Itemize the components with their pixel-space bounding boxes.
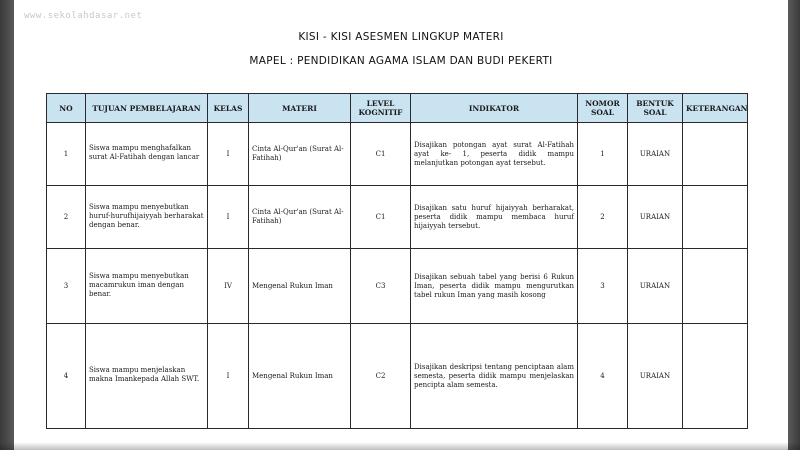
cell-level: C1 (351, 186, 411, 249)
table-row (47, 123, 748, 186)
cell-tujuan-text: Siswa mampu menjelaskan makna Imankepada Allah SWT. (89, 366, 200, 383)
cell-nomor: 4 (578, 324, 628, 429)
cell-tujuan (86, 324, 208, 429)
cell-kelas: I (208, 186, 249, 249)
cell-no: 1 (47, 123, 86, 186)
viewer-bottom-edge (0, 442, 800, 450)
cell-materi: Mengenal Rukun Iman (249, 249, 351, 324)
cell-indikator: Disajikan deskripsi tentang penciptaan alam semesta, peserta didik mampu menjelaskan pencipta alam semesta. (411, 324, 578, 429)
cell-level: C2 (351, 324, 411, 429)
cell-no: 3 (47, 249, 86, 324)
cell-tujuan (86, 249, 208, 324)
header-nomor: NOMOR SOAL (578, 94, 628, 123)
cell-bentuk: URAIAN (628, 324, 683, 429)
cell-keterangan (683, 123, 748, 186)
cell-tujuan (86, 186, 208, 249)
header-level: LEVEL KOGNITIF (351, 94, 411, 123)
header-no: NO (47, 94, 86, 123)
cell-level: C1 (351, 123, 411, 186)
table-row (47, 186, 748, 249)
cell-kelas: I (208, 123, 249, 186)
header-keterangan: KETERANGAN (683, 94, 748, 123)
header-kelas: KELAS (208, 94, 249, 123)
cell-tujuan-text: Siswa mampu menyebutkan macamrukun iman dengan benar. (89, 271, 189, 298)
cell-level: C3 (351, 249, 411, 324)
cell-materi: Cinta Al-Qur'an (Surat Al-Fatihah) (249, 186, 351, 249)
header-tujuan: TUJUAN PEMBELAJARAN (86, 94, 208, 123)
table-row (47, 324, 748, 429)
cell-kelas: I (208, 324, 249, 429)
cell-no: 4 (47, 324, 86, 429)
cell-kelas: IV (208, 249, 249, 324)
cell-indikator: Disajikan sebuah tabel yang berisi 6 Rukun Iman, peserta didik mampu mengurutkan tabel rukun Iman yang masih kosong (411, 249, 578, 324)
cell-materi: Mengenal Rukun Iman (249, 324, 351, 429)
cell-nomor: 3 (578, 249, 628, 324)
table-header-row (47, 94, 748, 123)
cell-bentuk: URAIAN (628, 186, 683, 249)
cell-bentuk: URAIAN (628, 249, 683, 324)
cell-indikator: Disajikan satu huruf hijaiyyah berharakat, peserta didik mampu membaca huruf hijaiyyah tersebut. (411, 186, 578, 249)
header-materi: MATERI (249, 94, 351, 123)
cell-nomor: 1 (578, 123, 628, 186)
cell-nomor: 2 (578, 186, 628, 249)
viewer-right-edge (788, 0, 800, 450)
cell-keterangan (683, 249, 748, 324)
cell-keterangan (683, 324, 748, 429)
cell-keterangan (683, 186, 748, 249)
document-subtitle: MAPEL : PENDIDIKAN AGAMA ISLAM DAN BUDI PEKERTI (249, 55, 553, 67)
cell-tujuan-text: Siswa mampu menyebutkan huruf-hurufhijaiyyah berharakat dengan benar. (89, 202, 204, 229)
cell-tujuan-text: Siswa mampu menghafalkan surat Al-Fatihah dengan lancar (89, 144, 200, 161)
document-page (14, 0, 788, 450)
viewer-left-edge (0, 0, 14, 450)
header-indikator: INDIKATOR (411, 94, 578, 123)
cell-indikator: Disajikan potongan ayat surat Al-Fatihah ayat ke- 1, peserta didik mampu melanjutkan potongan ayat tersebut. (411, 123, 578, 186)
document-title: KISI - KISI ASESMEN LINGKUP MATERI (298, 31, 504, 43)
cell-no: 2 (47, 186, 86, 249)
header-bentuk: BENTUK SOAL (628, 94, 683, 123)
table-row (47, 249, 748, 324)
cell-tujuan (86, 123, 208, 186)
watermark: www.sekolahdasar.net (24, 11, 143, 21)
cell-bentuk: URAIAN (628, 123, 683, 186)
kisi-table (46, 93, 748, 429)
cell-materi: Cinta Al-Qur'an (Surat Al-Fatihah) (249, 123, 351, 186)
